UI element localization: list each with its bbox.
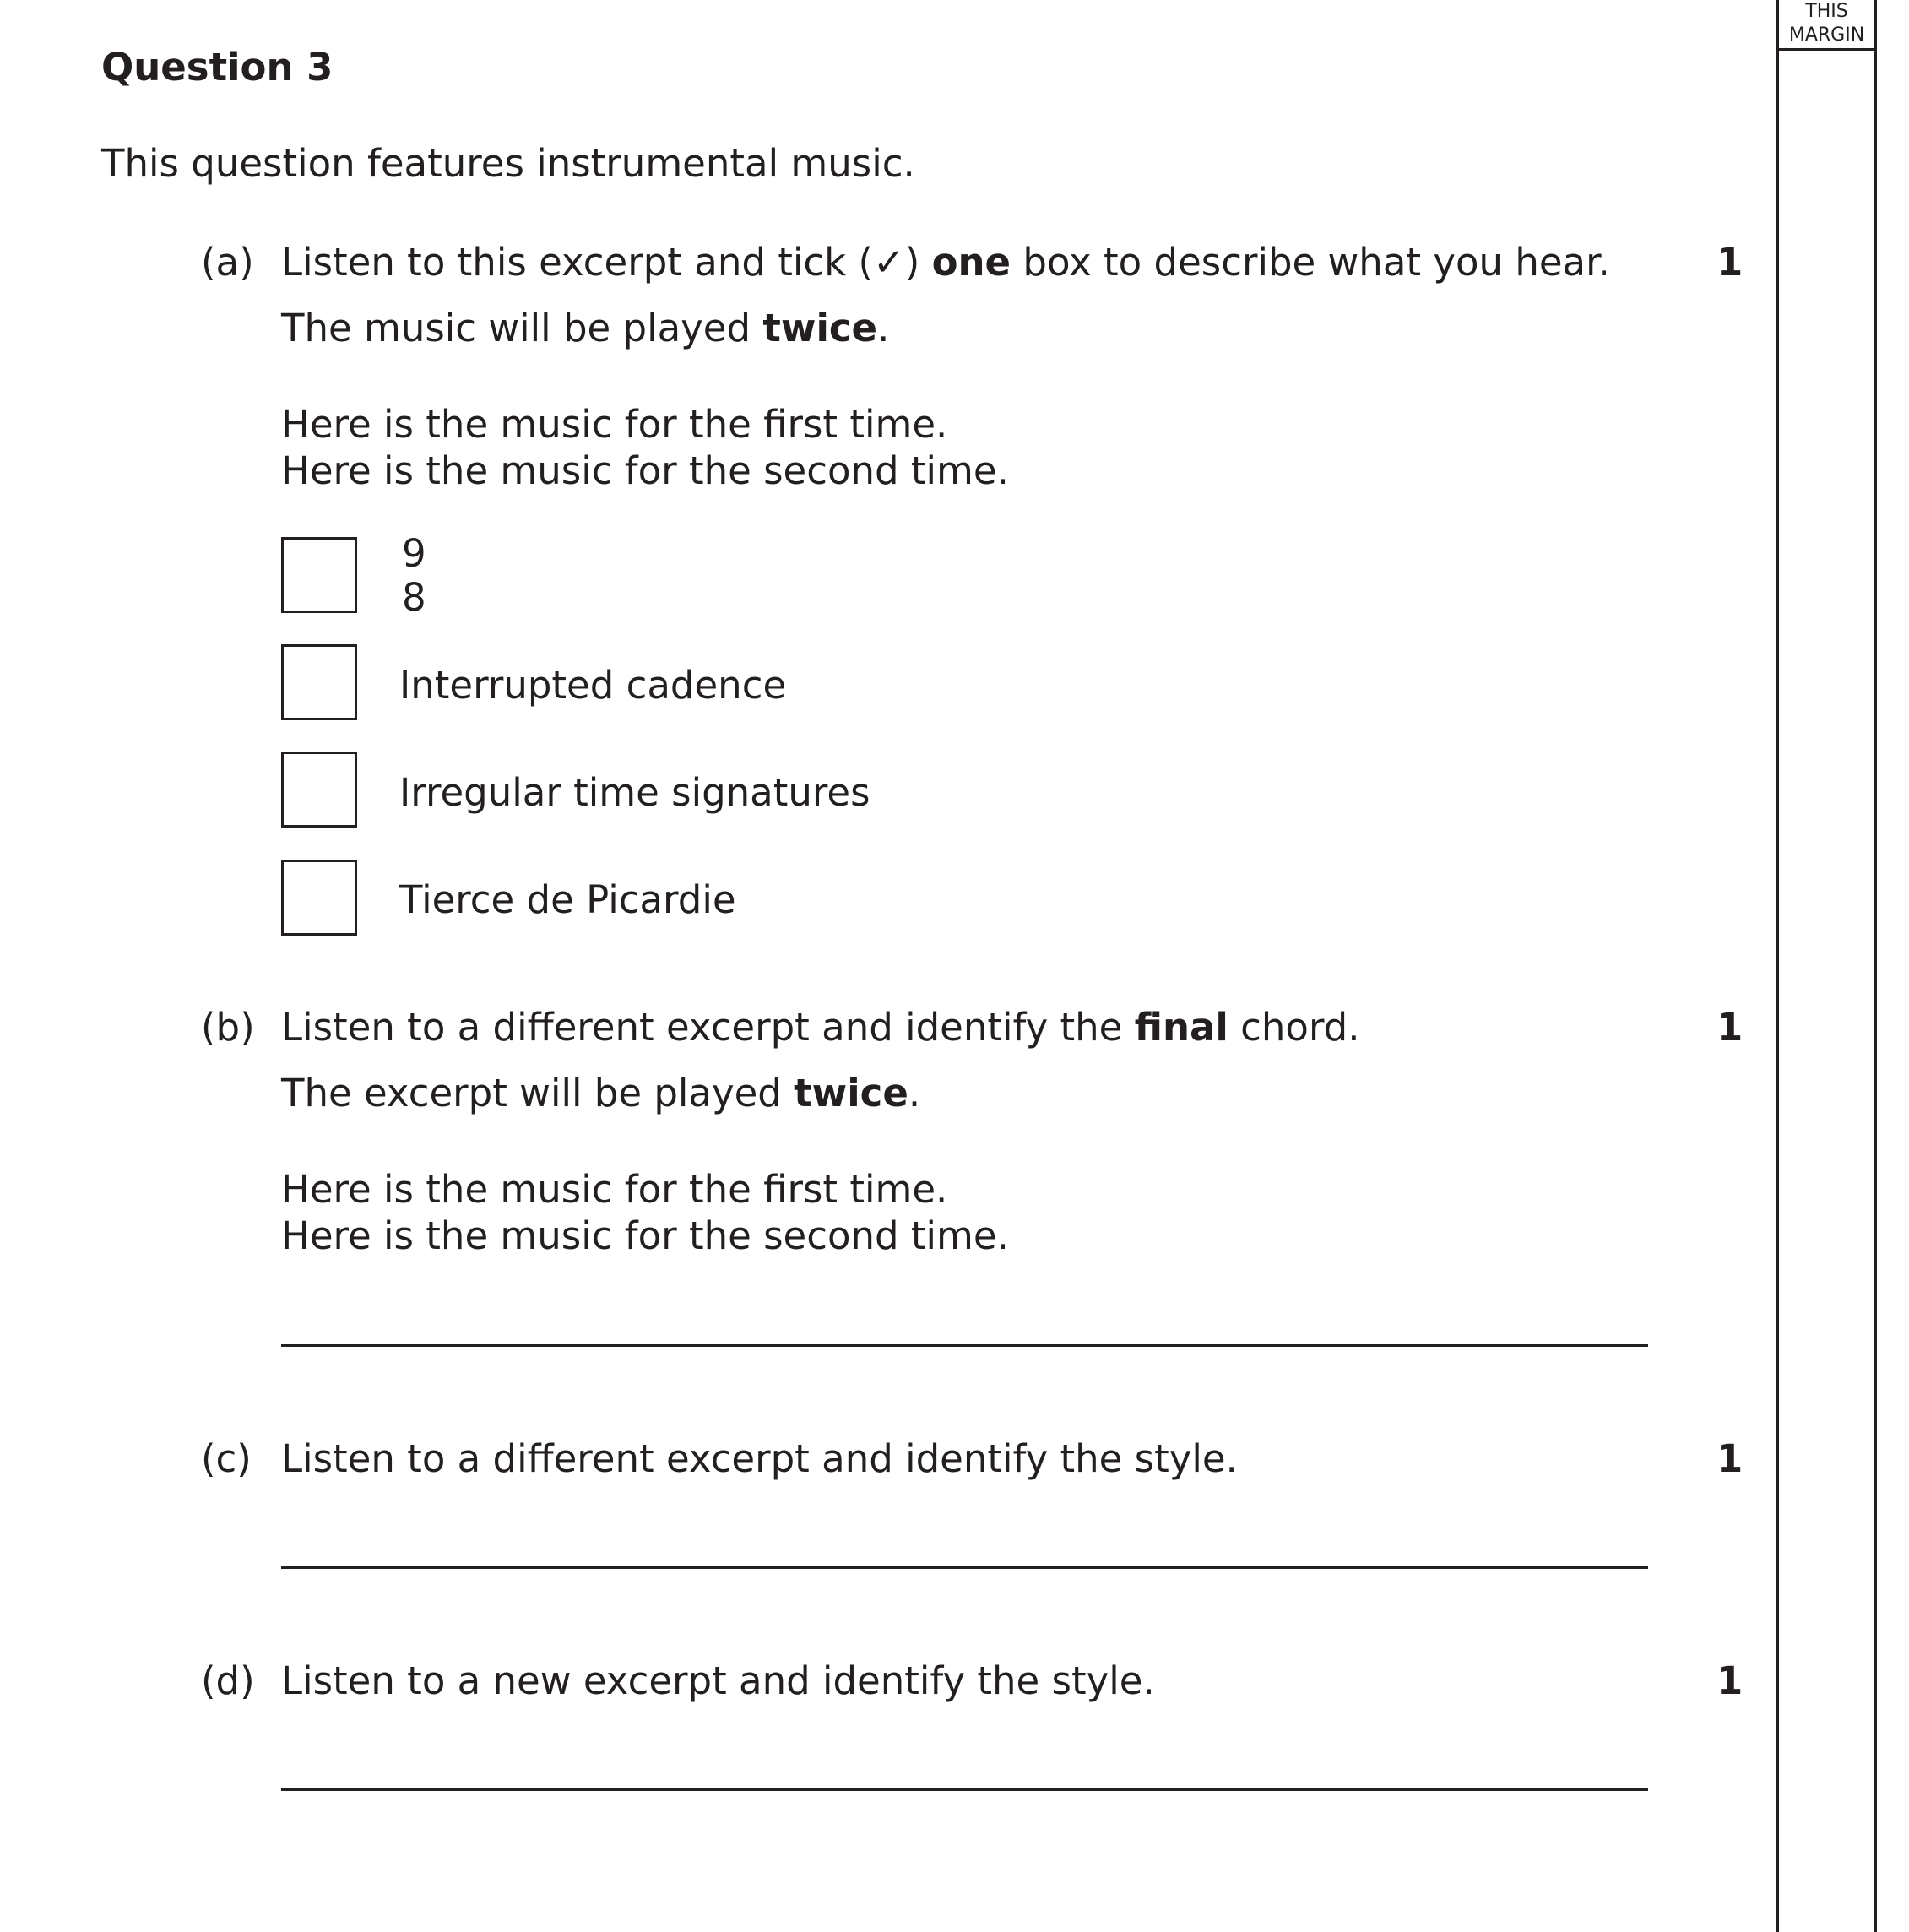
option-interrupted-cadence: Interrupted cadence — [399, 663, 787, 708]
part-a-first-time: Here is the music for the first time. — [281, 402, 948, 447]
part-b-marks: 1 — [1716, 1005, 1744, 1050]
option-tierce-de-picardie: Tierce de Picardie — [399, 877, 736, 922]
margin-header-line2: MARGIN — [1788, 24, 1865, 46]
part-b-played-note — [281, 1071, 921, 1115]
part-b-played-text: The excerpt will be played — [281, 1071, 795, 1115]
part-a-second-time: Here is the music for the second time. — [281, 448, 1009, 493]
part-d-marks: 1 — [1716, 1658, 1744, 1703]
part-d-instruction: Listen to a new excerpt and identify the style. — [281, 1658, 1155, 1703]
margin-header — [1776, 0, 1877, 51]
part-b-instruction-text: Listen to a different excerpt and identify the — [281, 1005, 1135, 1050]
part-b-instruction-end: chord. — [1228, 1005, 1360, 1050]
tick-box-interrupted-cadence[interactable] — [281, 644, 357, 720]
question-intro: This question features instrumental music. — [101, 141, 915, 186]
tick-box-irregular-time-signatures[interactable] — [281, 752, 357, 828]
part-b-label: (b) — [201, 1005, 255, 1050]
part-a-instruction-text: Listen to this excerpt and tick (✓) — [281, 240, 932, 285]
part-a-played-emphasis: twice — [762, 306, 878, 350]
question-title: Question 3 — [101, 45, 334, 90]
part-a-instruction-end: box to describe what you hear. — [1011, 240, 1610, 285]
part-b-second-time: Here is the music for the second time. — [281, 1213, 1009, 1258]
part-c-marks: 1 — [1716, 1436, 1744, 1481]
tick-box-time-signature[interactable] — [281, 537, 357, 613]
part-a-instruction-emphasis: one — [931, 240, 1011, 285]
part-b-instruction — [281, 1005, 1360, 1050]
part-c-label: (c) — [201, 1436, 252, 1481]
tick-box-tierce-de-picardie[interactable] — [281, 860, 357, 936]
part-b-first-time: Here is the music for the first time. — [281, 1167, 948, 1212]
time-signature-bottom: 8 — [402, 575, 426, 620]
part-b-instruction-emphasis: final — [1134, 1005, 1228, 1050]
part-b-played-end: . — [908, 1071, 921, 1115]
part-c-instruction: Listen to a different excerpt and identify the style. — [281, 1436, 1238, 1481]
part-a-played-text: The music will be played — [281, 306, 763, 350]
part-a-label: (a) — [201, 240, 254, 285]
part-a-instruction — [281, 240, 1610, 285]
time-signature-top: 9 — [402, 531, 426, 576]
part-b-answer-line[interactable] — [281, 1344, 1648, 1347]
part-d-answer-line[interactable] — [281, 1788, 1648, 1791]
part-a-played-note — [281, 306, 890, 350]
margin-column — [1776, 0, 1877, 1932]
part-a-played-end: . — [877, 306, 890, 350]
part-b-played-emphasis: twice — [794, 1071, 908, 1115]
part-c-answer-line[interactable] — [281, 1566, 1648, 1569]
part-a-marks: 1 — [1716, 240, 1744, 285]
time-signature-9-8 — [402, 532, 426, 620]
part-d-label: (d) — [201, 1658, 255, 1703]
margin-header-line1: THIS — [1805, 1, 1848, 22]
option-irregular-time-signatures: Irregular time signatures — [399, 770, 870, 815]
